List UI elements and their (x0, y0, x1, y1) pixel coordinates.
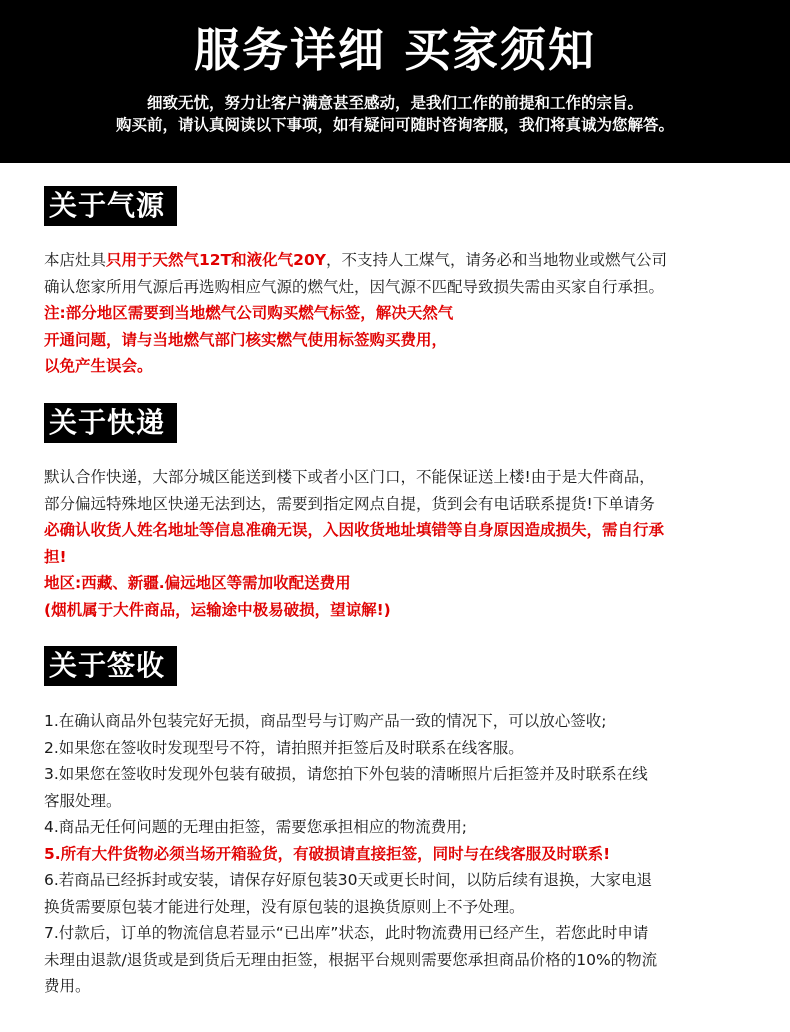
express-line-4: 担! (44, 547, 67, 566)
gas-type-highlight: 只用于天然气12T和液化气20Y (106, 251, 326, 269)
express-line-3: 必确认收货人姓名地址等信息准确无误，入因收货地址填错等自身原因造成损失，需自行承 (44, 521, 665, 539)
header-banner (0, 0, 790, 163)
gas-line-1 (44, 247, 774, 274)
express-line-2: 部分偏远特殊地区快递无法到达，需要到指定网点自提，货到会有电话联系提货!下单请务 (44, 494, 655, 513)
section-title-receipt: 关于签收 (44, 646, 177, 686)
header-subtitle-2: 购买前，请认真阅读以下事项，如有疑问可随时咨询客服，我们将真诚为您解答。 (115, 116, 674, 134)
section-body-gas (44, 247, 774, 380)
receipt-item-7b: 未理由退款/退货或是到货后无理由拒签，根据平台规则需要您承担商品价格的10%的物流 (44, 950, 658, 969)
receipt-item-6a: 6.若商品已经拆封或安装，请保存好原包装30天或更长时间，以防后续有退换，大家电退 (44, 871, 653, 889)
receipt-item-3b: 客服处理。 (44, 791, 122, 810)
gas-line-1-suffix: ，不支持人工煤气，请务必和当地物业或燃气公司 (325, 251, 667, 269)
gas-note-3: 以免产生误会。 (44, 357, 153, 375)
receipt-item-4: 4.商品无任何问题的无理由拒签，需要您承担相应的物流费用; (44, 818, 468, 836)
section-title-gas: 关于气源 (44, 186, 177, 226)
gas-note-2: 开通问题，请与当地燃气部门核实燃气使用标签购买费用， (44, 330, 448, 349)
gas-line-1-prefix: 本店灶具 (44, 251, 107, 269)
gas-line-2: 确认您家所用气源后再选购相应气源的燃气灶，因气源不匹配导致损失需由买家自行承担。 (44, 277, 665, 296)
receipt-item-7c: 费用。 (44, 977, 91, 995)
express-line-5: 地区:西藏、新疆.偏远地区等需加收配送费用 (44, 574, 351, 592)
header-subtitle-1: 细致无忧，努力让客户满意甚至感动，是我们工作的前提和工作的宗旨。 (146, 94, 643, 112)
express-line-1: 默认合作快递，大部分城区能送到楼下或者小区门口，不能保证送上楼!由于是大件商品， (44, 468, 655, 486)
page-title: 服务详细 买家须知 (193, 23, 596, 77)
receipt-item-3a: 3.如果您在签收时发现外包装有破损，请您拍下外包装的清晰照片后拒签并及时联系在线 (44, 765, 648, 783)
section-body-receipt (44, 708, 774, 1000)
express-line-6: (烟机属于大件商品，运输途中极易破损，望谅解!) (44, 600, 391, 619)
receipt-item-5: 5.所有大件货物必须当场开箱验货，有破损请直接拒签，同时与在线客服及时联系! (44, 844, 611, 863)
section-body-express (44, 464, 774, 623)
receipt-item-2: 2.如果您在签收时发现型号不符，请拍照并拒签后及时联系在线客服。 (44, 738, 524, 757)
gas-note-1: 注:部分地区需要到当地燃气公司购买燃气标签，解决天然气 (44, 304, 454, 322)
section-title-express: 关于快递 (44, 403, 177, 443)
receipt-item-6b: 换货需要原包装才能进行处理，没有原包装的退换货原则上不予处理。 (44, 897, 525, 916)
receipt-item-1: 1.在确认商品外包装完好无损，商品型号与订购产品一致的情况下，可以放心签收; (44, 712, 607, 730)
receipt-item-7a: 7.付款后，订单的物流信息若显示“已出库”状态，此时物流费用已经产生，若您此时申请 (44, 924, 649, 942)
